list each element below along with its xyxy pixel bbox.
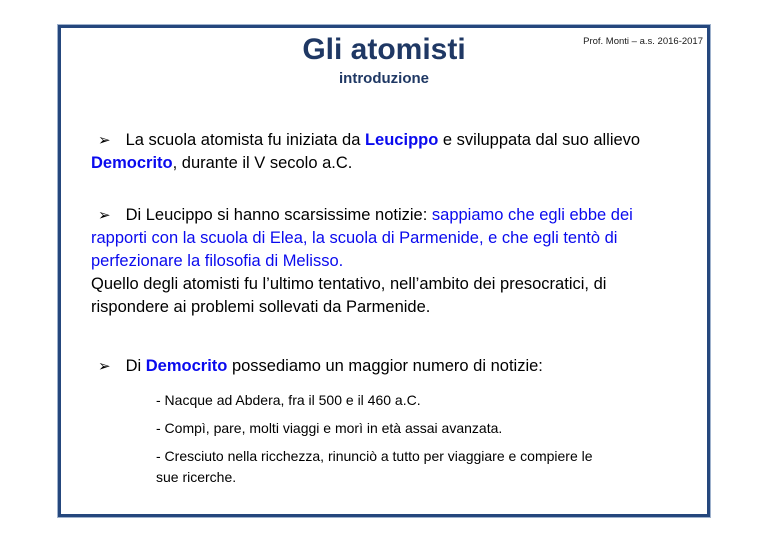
democrito-highlight: Democrito (145, 356, 228, 375)
text-segment: Di (125, 356, 146, 375)
leucippo-highlight: Leucippo (364, 130, 439, 149)
bullet-paragraph-2 (91, 204, 685, 273)
paragraph-continuation (91, 273, 685, 319)
list-item: - Compì, pare, molti viaggi e morì in età assai avanzata. (156, 419, 503, 436)
slide-body (61, 129, 707, 488)
list-item: - Nacque ad Abdera, fra il 500 e il 460 a.C. (156, 391, 421, 408)
text-segment: possediamo un maggior numero di notizie: (227, 356, 543, 375)
slide-subtitle: introduzione (339, 69, 429, 87)
list-item: - Cresciuto nella ricchezza, rinunciò a tutto per viaggiare e compiere le sue ricerche. (156, 447, 593, 485)
slide-frame (58, 25, 710, 517)
text-segment: Di Leucippo si hanno scarsissime notizie: (125, 205, 432, 224)
text-segment: La scuola atomista fu iniziata da (125, 130, 365, 149)
credit-line: Prof. Monti – a.s. 2016-2017 (583, 36, 703, 47)
bullet-paragraph-3 (91, 355, 685, 378)
bullet-paragraph-1 (91, 129, 685, 175)
arrow-bullet-icon: ➢ (98, 206, 111, 224)
text-segment: e sviluppata dal suo allievo (438, 130, 641, 149)
slide-title: Gli atomisti (302, 33, 466, 66)
blue-text-segment: sappiamo che egli ebbe dei rapporti con la scuola di Elea, la scuola di Parmenide, e che egli tentò di perfezionare la filosofia di Melisso. (91, 205, 633, 270)
text-segment: , durante il V secolo a.C. (172, 153, 353, 172)
democrito-highlight: Democrito (91, 153, 173, 172)
arrow-bullet-icon: ➢ (98, 357, 111, 375)
arrow-bullet-icon: ➢ (98, 131, 111, 149)
sub-item-list (156, 390, 685, 488)
text-segment: Quello degli atomisti fu l’ultimo tentativo, nell’ambito dei presocratici, di rispondere ai problemi sollevati da Parmenide. (91, 274, 607, 316)
